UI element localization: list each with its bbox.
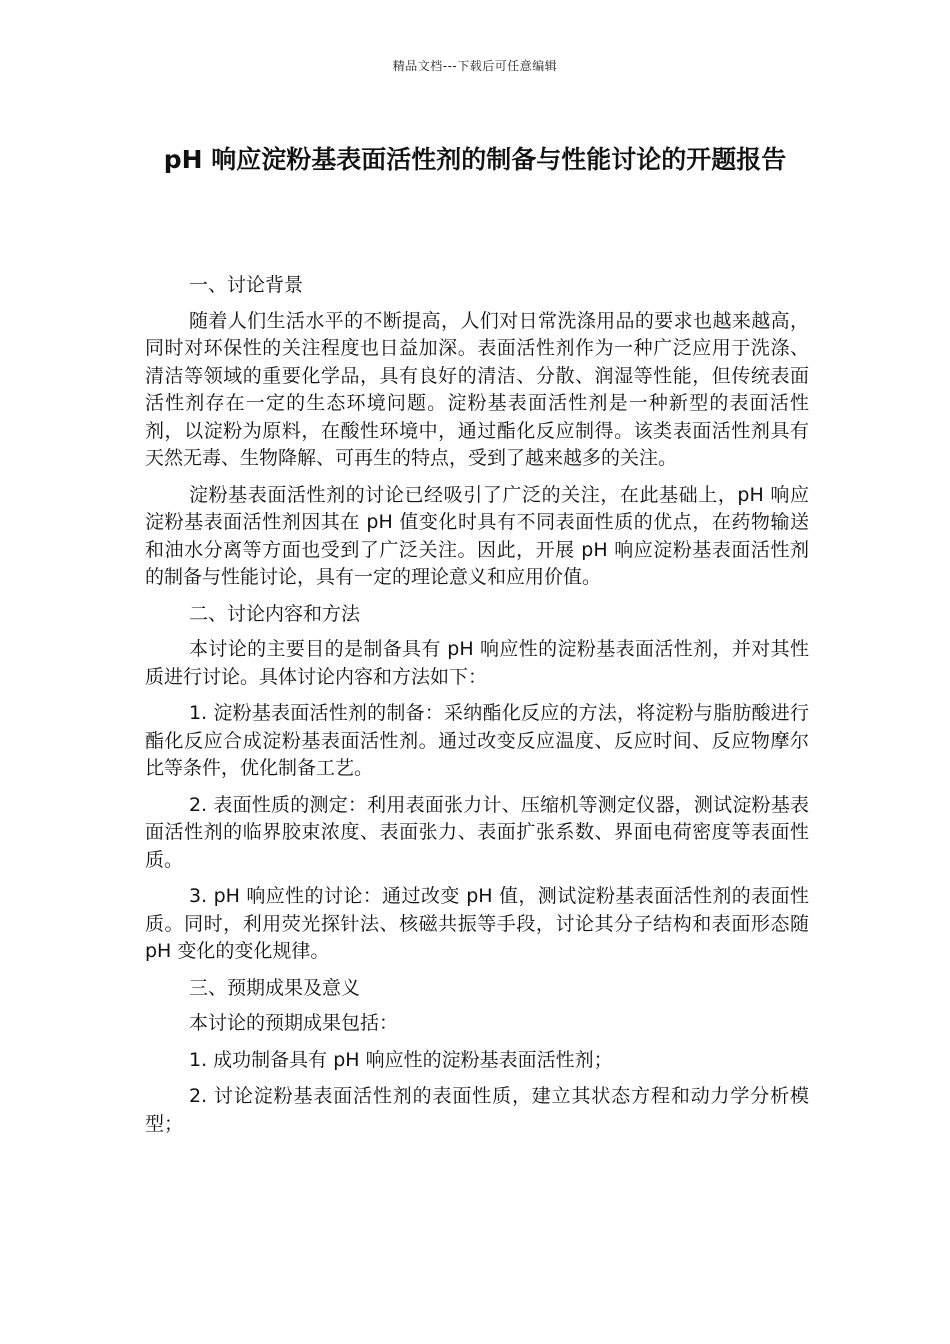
header-note: 精品文档---下载后可任意编辑 bbox=[392, 59, 558, 73]
section-heading-expected-results: 三、预期成果及意义 bbox=[189, 976, 361, 999]
paragraph-background-2: 淀粉基表面活性剂的讨论已经吸引了广泛的关注，在此基础上，pH 响应淀粉基表面活性剂因其在 pH 值变化时具有不同表面性质的优点，在药物输送和油水分离等方面也受到了广泛关注。因此，开展 pH 响应淀粉基表面活性剂的制备与性能讨论，具有一定的理论意义和应用价值。 bbox=[145, 483, 809, 588]
paragraph-expected-intro: 本讨论的预期成果包括： bbox=[189, 1012, 399, 1034]
list-item-result-1: 1. 成功制备具有 pH 响应性的淀粉基表面活性剂； bbox=[189, 1048, 613, 1071]
list-item-preparation: 1. 淀粉基表面活性剂的制备：采纳酯化反应的方法，将淀粉与脂肪酸进行酯化反应合成淀粉基表面活性剂。通过改变反应温度、反应时间、反应物摩尔比等条件，优化制备工艺。 bbox=[145, 702, 809, 779]
document-title: pH 响应淀粉基表面活性剂的制备与性能讨论的开题报告 bbox=[163, 145, 787, 174]
paragraph-content-intro: 本讨论的主要目的是制备具有 pH 响应性的淀粉基表面活性剂，并对其性质进行讨论。具体讨论内容和方法如下： bbox=[145, 638, 809, 688]
section-heading-content-methods: 二、讨论内容和方法 bbox=[189, 602, 361, 625]
list-item-surface-properties: 2. 表面性质的测定：利用表面张力计、压缩机等测定仪器，测试淀粉基表面活性剂的临界胶束浓度、表面张力、表面扩张系数、界面电荷密度等表面性质。 bbox=[145, 793, 809, 871]
list-item-result-2: 2. 讨论淀粉基表面活性剂的表面性质，建立其状态方程和动力学分析模型； bbox=[145, 1085, 809, 1135]
section-heading-background: 一、讨论背景 bbox=[189, 274, 304, 296]
paragraph-background-1: 随着人们生活水平的不断提高，人们对日常洗涤用品的要求也越来越高，同时对环保性的关注程度也日益加深。表面活性剂作为一种广泛应用于洗涤、清洁等领域的重要化学品，具有良好的清洁、分散、润湿等性能，但传统表面活性剂存在一定的生态环境问题。淀粉基表面活性剂是一种新型的表面活性剂，以淀粉为原料，在酸性环境中，通过酯化反应制得。该类表面活性剂具有天然无毒、生物降解、可再生的特点，受到了越来越多的关注。 bbox=[145, 309, 809, 469]
list-item-ph-response: 3. pH 响应性的讨论：通过改变 pH 值，测试淀粉基表面活性剂的表面性质。同时，利用荧光探针法、核磁共振等手段，讨论其分子结构和表面形态随 pH 变化的变化规律。 bbox=[145, 885, 809, 962]
document-body bbox=[145, 272, 809, 1147]
